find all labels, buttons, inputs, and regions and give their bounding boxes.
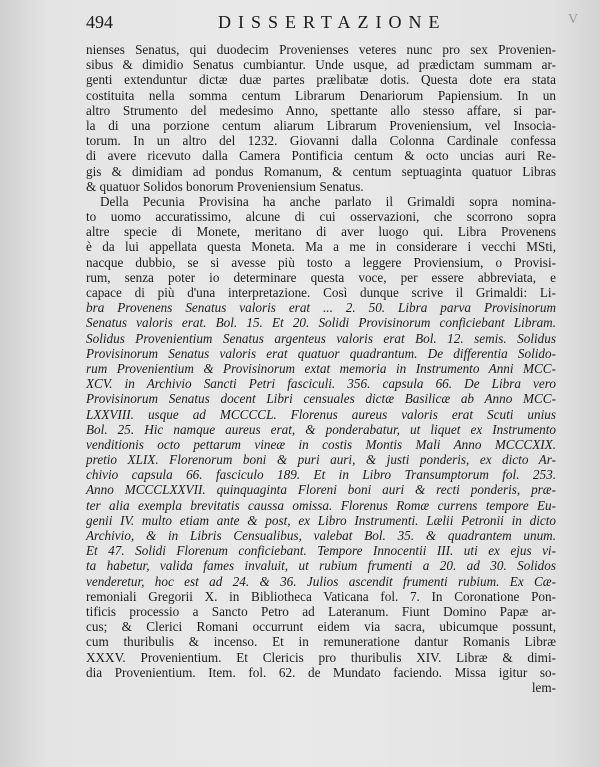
text-line-33: Archivio, & in Libris Censualibus, valebat Bol. 35. & quadrantem unum. <box>86 528 556 543</box>
text-line-19: Senatus valoris erat. Bol. 15. Et 20. Solidi Provisinorum conficiebant Libram. <box>86 315 556 331</box>
text-line-23: XCV. in Archivio Sancti Petri fasciculi. 356. capsula 66. De Libra vero <box>86 376 556 392</box>
text-line-24: Provisinorum Senatus docent Libri censuales dictæ Basilicæ ab Anno MCC- <box>86 391 556 407</box>
paragraph-start-line: Della Pecunia Provisina ha anche parlato il Grimaldi sopra nomina- <box>100 193 556 209</box>
text-line-25: LXXVIII. usque ad MCCCCL. Florenus aureus valoris erat Scuti unius <box>86 406 556 422</box>
text-line-21: Provisinorum Senatus valoris erat quatuor quadrantum. De differentia Solido- <box>86 345 556 361</box>
text-line-4: costituita nella somma centum Librarum Denariorum Papiensium. In un <box>86 87 556 103</box>
page-header <box>86 12 536 38</box>
text-line-29: chivio capsula 66. fasciculo 189. Et in Libro Transumptorum fol. 253. <box>86 467 556 483</box>
text-line-41: XXXV. Provenientium. Et Clericis pro thuribulis XIV. Libræ & dimi- <box>86 649 556 665</box>
text-line-31: ter alia exempla brevitatis caussa omissa. Florenus Romæ currens tempore Eu- <box>86 497 556 513</box>
page-number: 494 <box>86 12 113 32</box>
text-line-5: altro Strumento del medesimo Anno, spettante allo stesso affare, si par- <box>86 102 556 118</box>
bleed-through-letter: V <box>568 12 579 27</box>
text-line-13: altre specie di Monete, meritano di aver luogo qui. Libra Provenens <box>86 224 556 240</box>
text-line-42: dia Provenientium. Item. fol. 62. de Mundato faciendo. Missa igitur so- <box>86 664 556 680</box>
text-line-22: rum Provenientium & Provisinorum extat memoria in Instrumento Anni MCC- <box>86 360 556 376</box>
text-line-1: nienses Senatus, qui duodecim Provenienses veteres nunc pro sex Provenien- <box>86 42 556 57</box>
text-line-38: tificis processio a Sancto Petro ad Lateranum. Fiunt Domino Papæ ar- <box>86 603 556 619</box>
text-line-17: capace di più d'una interpretazione. Così dunque scrive il Grimaldi: Li- <box>86 285 556 300</box>
text-line-10: & quatuor Solidos bonorum Proveniensium Senatus. <box>86 178 364 194</box>
text-line-28: pretio XLIX. Florenorum boni & puri auri, & justi ponderis, ex dicto Ar- <box>86 452 556 468</box>
text-line-3: genti extenduntur dictæ duæ partes prælibatæ dotis. Questa dote era stata <box>86 72 556 88</box>
text-line-35: ta habetur, valida fames invaluit, ut rubium frumenti a 20. ad 30. Solidos <box>86 558 556 574</box>
text-line-8: di avere ricevuto dalla Camera Pontificia centum & octo uncias auri Re- <box>86 148 556 164</box>
text-line-20: Solidus Provenientium Senatus argenteus valoris erat Bol. 12. semis. Solidus <box>86 330 556 346</box>
text-line-32: genii IV. multo etiam ante & post, ex Libro Instrumenti. Lælii Petronii in dicto <box>86 512 556 528</box>
text-line-40: cum thuribulis & incenso. Et in remuneratione dantur Romanis Libræ <box>86 634 556 650</box>
catchword: lem- <box>531 679 556 695</box>
text-line-6: la di una porzione centum aliarum Librarum Proveniensium, vel Insocia- <box>86 117 556 133</box>
text-line-12: to uomo accuratissimo, alcune di cui osservazioni, che scorrono sopra <box>86 209 556 225</box>
text-line-2: sibus & dimidio Senatus cumbiantur. Unde usque, ad prædictam summam ar- <box>86 57 556 73</box>
text-line-14: è da lui appellata questa Moneta. Ma a me in considerare i vecchi MSti, <box>86 239 556 255</box>
text-line-9: gis & dimidiam ad pondus Romanum, & centum septuaginta quatuor Libras <box>86 163 556 179</box>
text-line-34: Et 47. Solidi Florenum conficiebant. Tempore Innocentii III. uti ex ejus vi- <box>86 543 556 559</box>
running-title: DISSERTAZIONE <box>218 12 447 32</box>
text-line-7: torum. In un altro del 1232. Giovanni dalla Colonna Cardinale confessa <box>86 133 556 149</box>
text-line-37: remoniali Gregorii X. in Bibliotheca Vaticana fol. 7. In Coronatione Pon- <box>86 588 556 604</box>
text-line-30: Anno MCCCLXXVII. quinquaginta Floreni boni auri & recti ponderis, præ- <box>86 482 556 498</box>
text-line-16: rum, senza poter io determinare questa voce, per essere abbreviata, e <box>86 269 556 285</box>
text-line-36: venderetur, hoc est ad 24. & 36. Julios ascendit frumenti rubium. Ex Cæ- <box>86 573 556 589</box>
text-line-27: venditionis octo pettarum vineæ in costis Montis Mali Anno MCCCXIX. <box>86 436 556 452</box>
text-line-26: Bol. 25. Hic namque aureus erat, & ponderabatur, ut liquet ex Instrumento <box>86 421 556 437</box>
text-line-15: nacque dubbio, se si avesse più tosto a leggere Proviensium, o Provisi- <box>86 254 556 270</box>
text-line-39: cus; & Clerici Romani occurrunt eidem via sacra, ubicumque possunt, <box>86 619 556 635</box>
body-text <box>86 42 556 695</box>
text-line-18: bra Provenens Senatus valoris erat ... 2. 50. Libra parva Provisinorum <box>86 300 556 316</box>
